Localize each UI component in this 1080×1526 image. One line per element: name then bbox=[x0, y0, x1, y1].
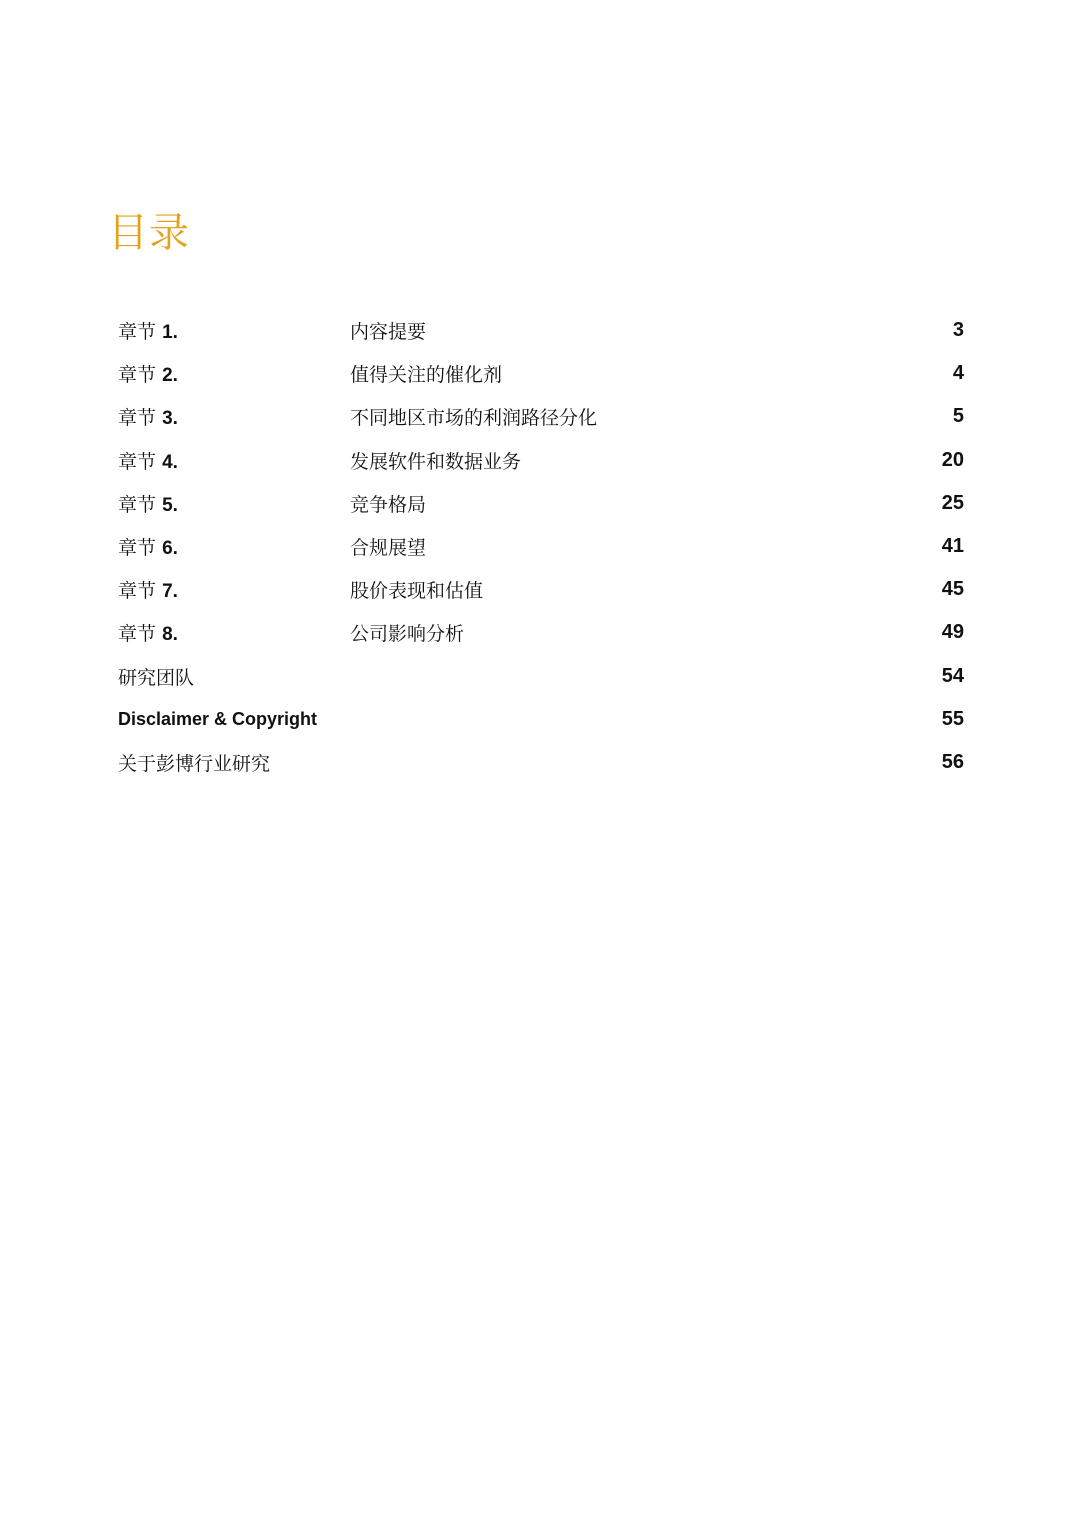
toc-row-chapter-1[interactable] bbox=[118, 309, 964, 352]
toc-row-disclaimer[interactable] bbox=[118, 698, 964, 741]
toc-chapter-label bbox=[118, 533, 350, 560]
toc-page-number: 55 bbox=[941, 707, 964, 730]
toc-list bbox=[118, 309, 964, 784]
chapter-prefix: 章节 bbox=[118, 364, 157, 387]
toc-section-title: 竞争格局 bbox=[350, 493, 427, 516]
toc-chapter-label bbox=[118, 576, 350, 603]
chapter-number: 1. bbox=[162, 322, 178, 344]
toc-page-number: 56 bbox=[941, 750, 964, 773]
toc-row-chapter-6[interactable] bbox=[118, 525, 964, 568]
toc-section-title: 公司影响分析 bbox=[350, 623, 465, 646]
toc-row-chapter-2[interactable] bbox=[118, 352, 964, 395]
toc-chapter-label bbox=[118, 619, 350, 646]
toc-extra-label: 关于彭博行业研究 bbox=[118, 752, 271, 775]
toc-row-chapter-5[interactable] bbox=[118, 482, 964, 525]
toc-section-title: 内容提要 bbox=[350, 321, 427, 344]
chapter-prefix: 章节 bbox=[118, 321, 157, 344]
chapter-number: 5. bbox=[162, 494, 178, 516]
toc-section-title: 股价表现和估值 bbox=[350, 580, 484, 603]
chapter-number: 7. bbox=[162, 581, 178, 603]
toc-page-number: 3 bbox=[952, 319, 964, 342]
toc-page-number: 5 bbox=[952, 405, 964, 428]
toc-row-chapter-4[interactable] bbox=[118, 439, 964, 482]
toc-row-chapter-8[interactable] bbox=[118, 611, 964, 654]
chapter-prefix: 章节 bbox=[118, 450, 157, 473]
toc-chapter-label bbox=[118, 490, 350, 517]
toc-row-chapter-7[interactable] bbox=[118, 568, 964, 611]
toc-section-title: 合规展望 bbox=[350, 537, 427, 560]
toc-extra-label: Disclaimer & Copyright bbox=[118, 708, 318, 729]
toc-chapter-label bbox=[118, 403, 350, 430]
toc-page-number: 54 bbox=[941, 664, 964, 687]
toc-chapter-label bbox=[118, 317, 350, 344]
chapter-prefix: 章节 bbox=[118, 493, 157, 516]
toc-page-number: 4 bbox=[952, 362, 964, 385]
toc-page-number: 41 bbox=[941, 535, 964, 558]
chapter-number: 2. bbox=[162, 365, 178, 387]
toc-section-title: 发展软件和数据业务 bbox=[350, 450, 522, 473]
toc-row-about[interactable] bbox=[118, 741, 964, 784]
chapter-prefix: 章节 bbox=[118, 623, 157, 646]
chapter-number: 4. bbox=[162, 451, 178, 473]
toc-section-title: 不同地区市场的利润路径分化 bbox=[350, 407, 598, 430]
chapter-prefix: 章节 bbox=[118, 407, 157, 430]
toc-row-research-team[interactable] bbox=[118, 655, 964, 698]
chapter-prefix: 章节 bbox=[118, 580, 157, 603]
chapter-prefix: 章节 bbox=[118, 537, 157, 560]
toc-chapter-label bbox=[118, 447, 350, 474]
toc-page-number: 20 bbox=[941, 448, 964, 471]
toc-extra-label: 研究团队 bbox=[118, 666, 195, 689]
chapter-number: 6. bbox=[162, 538, 178, 560]
toc-title: 目录 bbox=[108, 210, 190, 256]
toc-row-chapter-3[interactable] bbox=[118, 395, 964, 438]
toc-page-number: 45 bbox=[941, 578, 964, 601]
toc-chapter-label bbox=[118, 360, 350, 387]
toc-page-number: 25 bbox=[941, 491, 964, 514]
chapter-number: 8. bbox=[162, 624, 178, 646]
toc-section-title: 值得关注的催化剂 bbox=[350, 364, 503, 387]
chapter-number: 3. bbox=[162, 408, 178, 430]
toc-page-number: 49 bbox=[941, 621, 964, 644]
